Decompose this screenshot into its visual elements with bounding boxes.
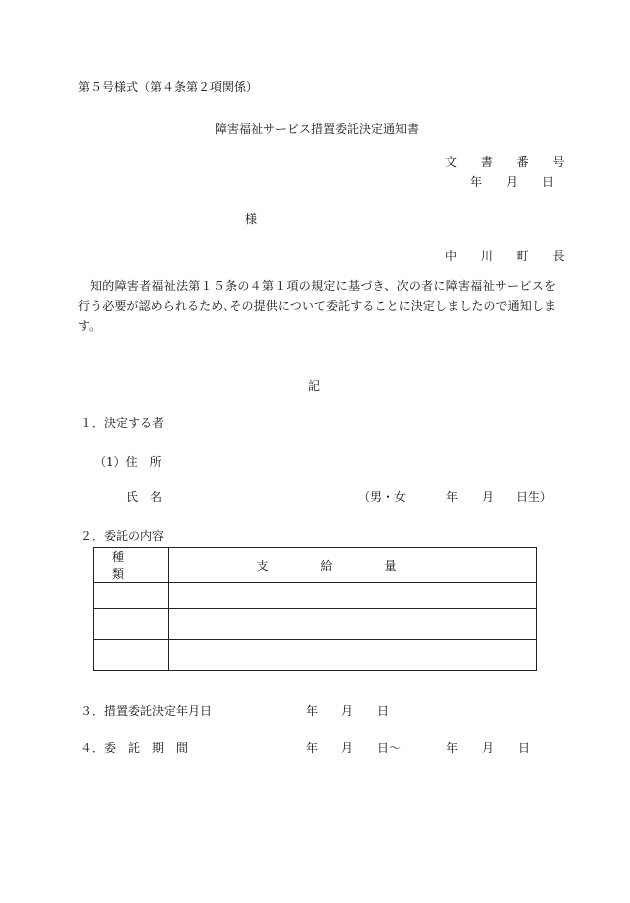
decision-month: 月	[341, 704, 354, 718]
period-from-year: 年	[306, 741, 319, 755]
table-row	[94, 583, 537, 609]
decision-day: 日	[377, 704, 390, 718]
notice-body: 知的障害者福祉法第１５条の４第１項の規定に基づき、次の者に障害福祉サービスを行う必要が認められるため､その提供について委託することに決定しましたので通知します。	[78, 279, 556, 333]
table-cell	[169, 640, 537, 671]
period-to-month: 月	[482, 741, 495, 755]
birth-year: 年	[446, 490, 459, 504]
table-row	[94, 640, 537, 671]
issuer-name: 中 川 町 長	[445, 249, 575, 263]
table-row	[94, 609, 537, 640]
table-cell	[94, 583, 169, 609]
section4-heading: ４．委 託 期 間	[80, 741, 189, 755]
header-amount: 支給量	[169, 548, 537, 583]
commission-table	[93, 547, 537, 671]
table-cell	[94, 609, 169, 640]
decision-year: 年	[306, 704, 319, 718]
period-from-month: 月	[341, 741, 354, 755]
section1-heading: １．決定する者	[80, 416, 165, 430]
birth-day: 日生）	[516, 490, 553, 504]
issue-date: 年 月 日	[470, 175, 555, 189]
table-cell	[169, 583, 537, 609]
header-type: 種類	[94, 548, 169, 583]
period-to-year: 年	[446, 741, 459, 755]
table-cell	[169, 609, 537, 640]
ki-marker: 記	[308, 379, 321, 393]
form-label: 第５号様式（第４条第２項関係）	[78, 80, 259, 94]
birth-month: 月	[482, 490, 495, 504]
section3-heading: ３．措置委託決定年月日	[80, 704, 213, 718]
section2-heading: ２．委託の内容	[80, 529, 165, 543]
recipient-suffix: 様	[245, 212, 258, 226]
name-label: 氏 名	[126, 490, 163, 504]
table-header-row	[94, 548, 537, 583]
table-cell	[94, 640, 169, 671]
period-from-day: 日〜	[377, 741, 402, 755]
address-label: （1）住 所	[94, 455, 162, 469]
document-title: 障害福祉サービス措置委託決定通知書	[215, 122, 420, 136]
document-number-label: 文 書 番 号	[445, 155, 575, 169]
gender-choice: （男・女	[358, 490, 407, 504]
period-to-day: 日	[518, 741, 531, 755]
